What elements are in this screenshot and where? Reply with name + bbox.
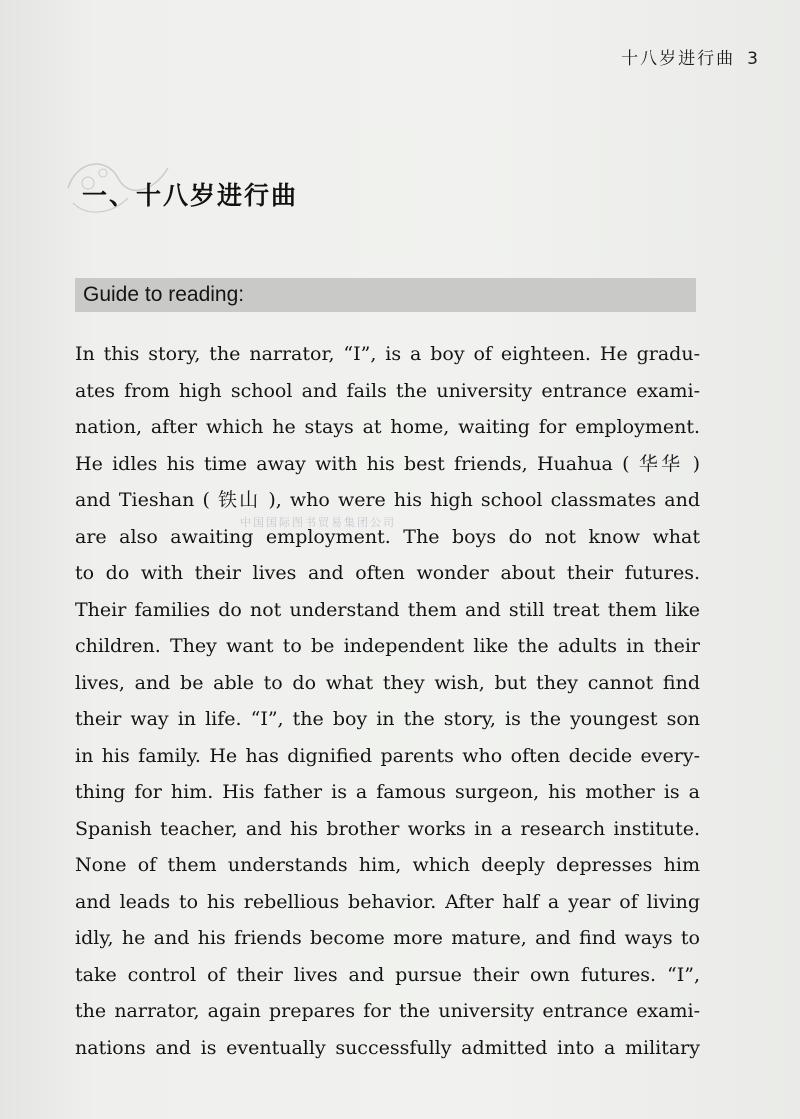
body-line: children. They want to be independent like the adults in their bbox=[75, 635, 700, 657]
page-number: 3 bbox=[747, 49, 760, 69]
body-line: their way in life. “I”, the boy in the story, is the youngest son bbox=[75, 708, 700, 730]
guide-heading: Guide to reading: bbox=[83, 283, 245, 306]
body-line: to do with their lives and often wonder about their futures. bbox=[75, 562, 700, 584]
body-line: idly, he and his friends become more mature, and find ways to bbox=[75, 927, 700, 949]
body-line: lives, and be able to do what they wish, but they cannot find bbox=[75, 671, 700, 694]
body-line: are also awaiting employment. The boys do not know what bbox=[75, 525, 700, 548]
running-head-title: 十八岁进行曲 bbox=[621, 49, 736, 69]
watermark: 中国国际图书贸易集团公司 bbox=[240, 516, 396, 529]
body-line: nation, after which he stays at home, waiting for employment. bbox=[75, 416, 700, 438]
body-text bbox=[75, 336, 700, 1066]
chapter-title: 一、十八岁进行曲 bbox=[82, 181, 299, 210]
body-line: and leads to his rebellious behavior. After half a year of living bbox=[75, 890, 700, 913]
body-line: None of them understands him, which deeply depresses him bbox=[75, 854, 700, 876]
body-line: He idles his time away with his best friends, Huahua ( 华华 ) bbox=[75, 452, 700, 475]
body-line: Their families do not understand them and still treat them like bbox=[75, 598, 700, 621]
body-line: thing for him. His father is a famous surgeon, his mother is a bbox=[75, 781, 700, 803]
running-head bbox=[621, 44, 760, 69]
body-line: the narrator, again prepares for the university entrance exami- bbox=[75, 1000, 700, 1022]
body-line: In this story, the narrator, “I”, is a boy of eighteen. He gradu- bbox=[75, 343, 700, 365]
body-line: Spanish teacher, and his brother works in a research institute. bbox=[75, 817, 700, 840]
body-line: and Tieshan ( 铁山 ), who were his high school classmates and bbox=[75, 489, 700, 511]
body-line: ates from high school and fails the university entrance exami- bbox=[75, 379, 700, 402]
body-line: nations and is eventually successfully admitted into a military bbox=[75, 1036, 700, 1059]
body-line: in his family. He has dignified parents who often decide every- bbox=[75, 744, 700, 767]
body-line: take control of their lives and pursue their own futures. “I”, bbox=[75, 963, 700, 986]
